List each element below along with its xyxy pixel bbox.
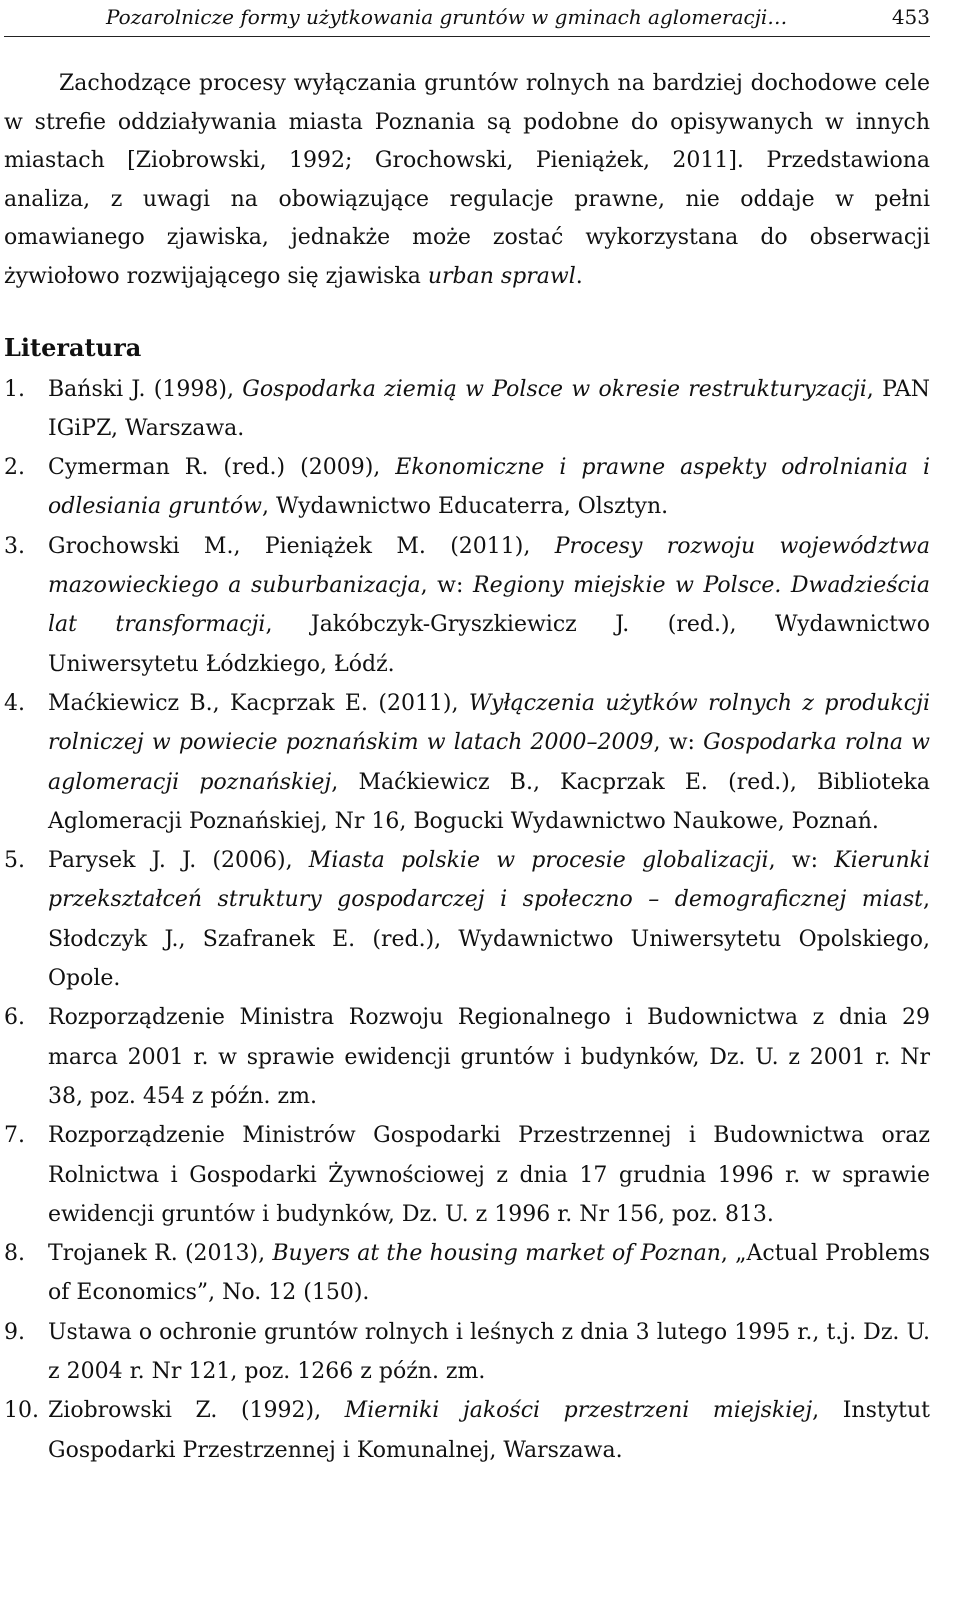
reference-segment: Regiony miejskie w Polsce. Dwadzieścia lat transformacji	[48, 573, 930, 638]
reference-segment: Procesy rozwoju województwa mazowieckiego a suburbanizacja	[48, 533, 931, 599]
reference-number: 5.	[4, 848, 25, 874]
reference-segment: Miasta polskie w procesie globalizacji	[308, 848, 769, 874]
paragraph-text: Zachodzące procesy wyłączania gruntów rolnych na bardziej dochodowe cele w strefie oddziaływania miasta Poznania są podobne do opisywanych w innych miastach [Ziobrowski, 1992; Grochowski, Pieniążek, 2011]. Przedstawiona analiza, z uwagi na obowiązujące regulacje prawne, nie oddaje w pełni omawianego zjawiska, jednakże może zostać wykorzystana do obserwacji żywiołowo rozwijającego się zjawiska	[4, 71, 930, 289]
reference-segment: Ustawa o ochronie gruntów rolnych i leśnych z dnia 3 lutego 1995 r., t.j. Dz. U. z 2004 r. Nr 121, poz. 1266 z późn. zm.	[48, 1319, 930, 1384]
reference-segment: , Maćkiewicz B., Kacprzak E. (red.), Biblioteka Aglomeracji Poznańskiej, Nr 16, Bogucki Wydawnictwo Naukowe, Poznań.	[48, 769, 930, 834]
reference-item	[4, 1116, 930, 1234]
reference-text	[48, 684, 930, 841]
reference-item	[4, 1313, 930, 1392]
reference-item	[4, 1234, 930, 1313]
reference-text	[48, 841, 930, 998]
reference-segment: Gospodarka ziemią w Polsce w okresie restrukturyzacji	[242, 376, 867, 402]
reference-item	[4, 1391, 930, 1470]
reference-text	[48, 1391, 930, 1470]
paragraph-italic-term: urban sprawl	[427, 263, 576, 289]
document-page	[4, 0, 930, 1470]
reference-number: 8.	[4, 1241, 25, 1267]
reference-text	[48, 527, 930, 684]
reference-number: 3.	[4, 533, 25, 559]
reference-number: 6.	[4, 1005, 25, 1031]
reference-segment: Gospodarka rolna w aglomeracji poznańskiej	[48, 730, 930, 795]
reference-number: 10.	[4, 1398, 39, 1424]
reference-segment: , w:	[653, 730, 704, 756]
reference-segment: , Słodczyk J., Szafranek E. (red.), Wydawnictwo Uniwersytetu Opolskiego, Opole.	[48, 887, 930, 992]
reference-segment: Cymerman R. (red.) (2009),	[48, 455, 396, 481]
reference-segment: Buyers at the housing market of Poznan	[272, 1241, 721, 1267]
running-header	[4, 0, 930, 37]
reference-segment: , w:	[420, 573, 473, 599]
reference-segment: Ekonomiczne i prawne aspekty odrolniania i odlesiania gruntów	[48, 455, 930, 520]
reference-segment: , Wydawnictwo Educaterra, Olsztyn.	[262, 494, 669, 520]
reference-segment: Mierniki jakości przestrzeni miejskiej	[344, 1398, 813, 1424]
reference-segment: Bański J. (1998),	[48, 376, 243, 402]
reference-text	[48, 448, 930, 527]
reference-segment: Parysek J. J. (2006),	[48, 848, 309, 874]
running-title: Pozarolnicze formy użytkowania gruntów w gminach aglomeracji…	[106, 5, 788, 29]
reference-segment: Rozporządzenie Ministra Rozwoju Regionalnego i Budownictwa z dnia 29 marca 2001 r. w sprawie ewidencji gruntów i budynków, Dz. U. z 2001 r. Nr 38, poz. 454 z późn. zm.	[48, 1005, 930, 1109]
reference-item	[4, 370, 930, 449]
reference-segment: , PAN IGiPZ, Warszawa.	[48, 376, 930, 441]
reference-item	[4, 998, 930, 1116]
reference-text	[48, 998, 930, 1116]
reference-number: 9.	[4, 1319, 25, 1345]
reference-segment: , w:	[768, 848, 835, 874]
reference-number: 4.	[4, 690, 25, 716]
reference-item	[4, 527, 930, 684]
reference-segment: Trojanek R. (2013),	[48, 1241, 273, 1267]
reference-text	[48, 1313, 930, 1392]
reference-segment: , Instytut Gospodarki Przestrzennej i Komunalnej, Warszawa.	[48, 1398, 930, 1463]
reference-item	[4, 841, 930, 998]
reference-text	[48, 1116, 930, 1234]
reference-list	[4, 370, 930, 1470]
reference-segment: Wyłączenia użytków rolnych z produkcji rolniczej w powiecie poznańskim w latach 2000–2009	[48, 690, 930, 756]
reference-segment: Ziobrowski Z. (1992),	[48, 1398, 345, 1424]
reference-segment: Kierunki przekształceń struktury gospodarczej i społeczno – demograficznej miast	[48, 848, 930, 913]
reference-segment: Grochowski M., Pieniążek M. (2011),	[48, 533, 555, 559]
reference-number: 2.	[4, 455, 25, 481]
reference-segment: , Jakóbczyk-Gryszkiewicz J. (red.), Wydawnictwo Uniwersytetu Łódzkiego, Łódź.	[48, 612, 930, 677]
paragraph-end: .	[575, 263, 583, 289]
reference-text	[48, 370, 930, 449]
page-number: 453	[891, 5, 930, 29]
section-heading: Literatura	[4, 332, 142, 362]
reference-item	[4, 684, 930, 841]
reference-item	[4, 448, 930, 527]
reference-segment: Maćkiewicz B., Kacprzak E. (2011),	[48, 690, 469, 716]
reference-text	[48, 1234, 930, 1313]
reference-number: 7.	[4, 1123, 25, 1149]
body-paragraph	[4, 65, 930, 297]
reference-segment: , „Actual Problems of Economics”, No. 12 (150).	[48, 1241, 930, 1306]
reference-segment: Rozporządzenie Ministrów Gospodarki Przestrzennej i Budownictwa oraz Rolnictwa i Gospodarki Żywnościowej z dnia 17 grudnia 1996 r. w sprawie ewidencji gruntów i budynków, Dz. U. z 1996 r. Nr 156, poz. 813.	[48, 1123, 930, 1227]
reference-number: 1.	[4, 376, 25, 402]
